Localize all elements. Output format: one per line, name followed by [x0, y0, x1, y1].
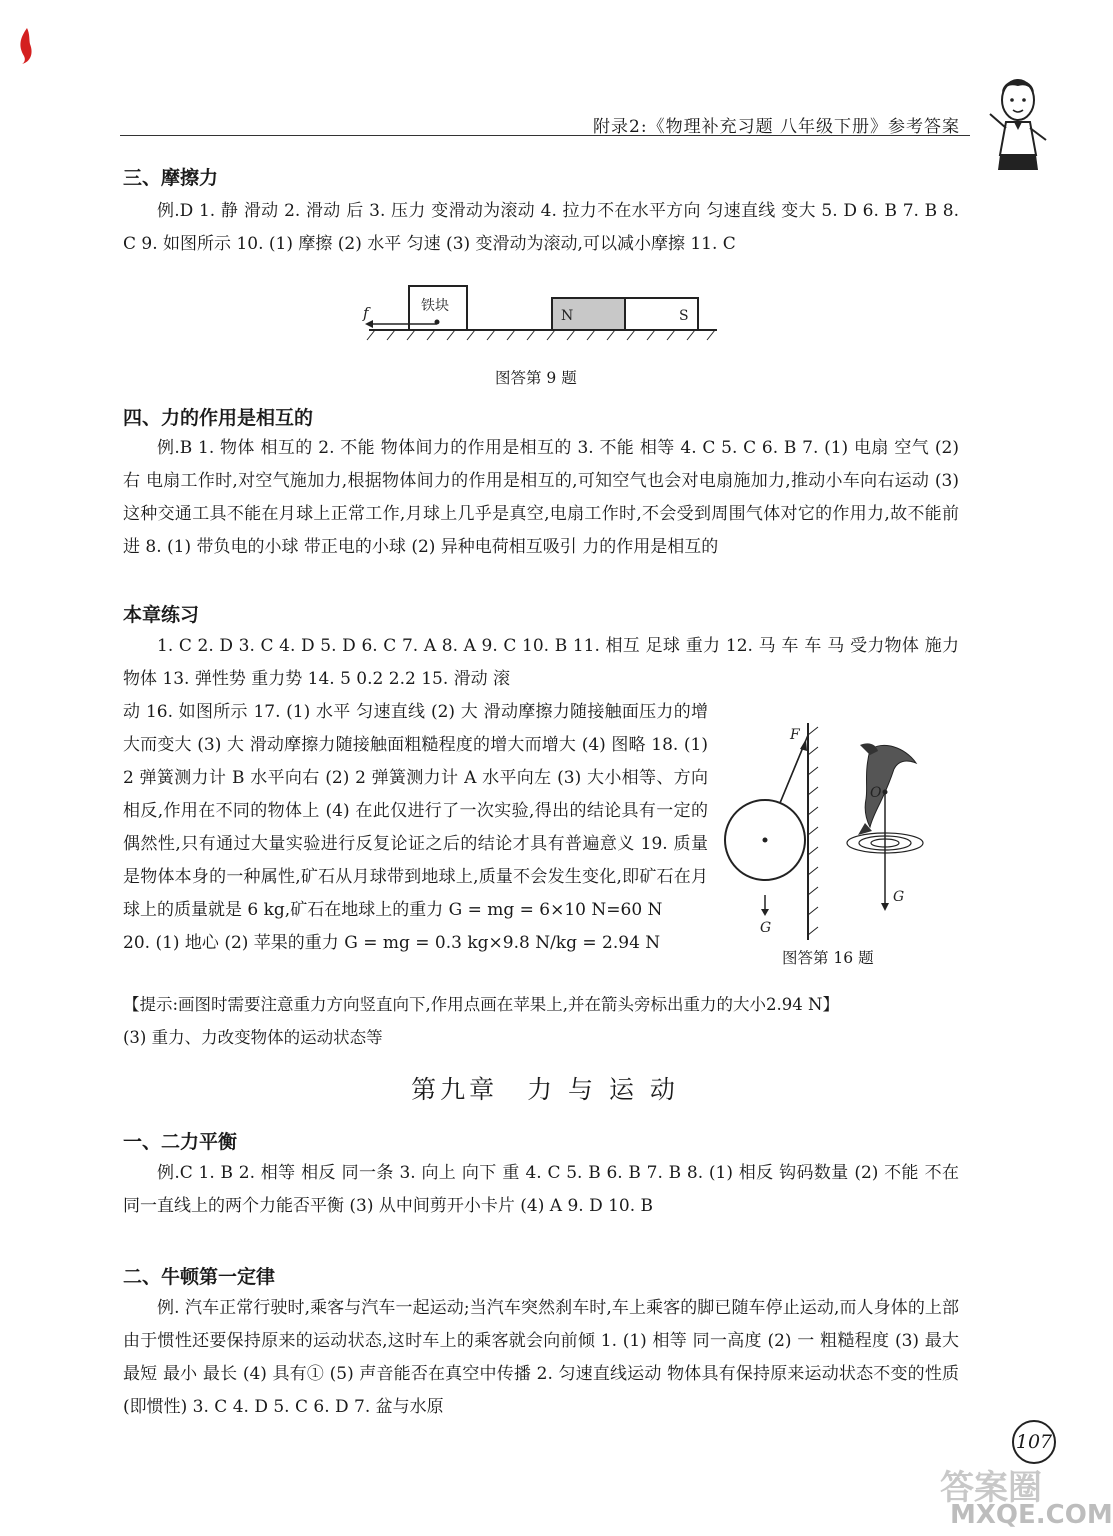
force-f-arrow [780, 745, 804, 803]
watermark-logo: 答案圈 [940, 1468, 1042, 1508]
section-friction-answers [123, 195, 959, 261]
practice-answers-full [123, 630, 959, 696]
section-interaction-answers [123, 432, 959, 564]
friction-text: 例.D 1. 静 滑动 2. 滑动 后 3. 压力 变滑动为滚动 4. 拉力不在水平方向 匀速直线 变大 5. D 6. B 7. B 8. C 9. 如图所示 10. (1) 摩擦 (2) 水平 匀速 (3) 变滑动为滚动,可以减小摩擦 11. C [123, 201, 959, 254]
running-header: 附录2:《物理补充习题 八年级下册》参考答案 [593, 117, 960, 137]
practice-answers-column [123, 696, 708, 960]
section-title-friction: 三、摩擦力 [123, 167, 219, 189]
balance-text: 例.C 1. B 2. 相等 相反 同一条 3. 向上 向下 重 4. C 5. B 6. B 7. B 8. (1) 相反 钩码数量 (2) 不能 不在同一直线上的两个力能否平衡 (3) 从中间剪开小卡片 (4) A 9. D 10. B [123, 1163, 959, 1216]
practice-hint-block [123, 988, 968, 1054]
newton-text: 例. 汽车正常行驶时,乘客与汽车一起运动;当汽车突然刹车时,车上乘客的脚已随车停止运动,而人身体的上部由于惯性还要保持原来的运动状态,这时车上的乘客就会向前倾 1. (1) 相等 同一高度 (2) 一 粗糙程度 (3) 最大 最短 最小 最长 (4) 具有① (5) 声音能否在真空中传播 2. 匀速直线运动 物体具有保持原来运动状态不变的性质(即惯性) 3. C 4. D 5. C 6. D 7. 盆与水原 [123, 1298, 959, 1417]
interaction-text: 例.B 1. 物体 相互的 2. 不能 物体间力的作用是相互的 3. 不能 相等 4. C 5. C 6. B 7. (1) 电扇 空气 (2) 右 电扇工作时,对空气施加力,根据物体间力的作用是相互的,可知空气也会对电扇施加力,推动小车向右运动 (3) 这种交通工具不能在月球上正常工作,月球上几乎是真空,电扇工作时,不会受到周围气体对它的作用力,故不能前进 8. (1) 带负电的小球 带正电的小球 (2) 异种电荷相互吸引 力的作用是相互的 [123, 438, 959, 557]
section-title-interaction: 四、力的作用是相互的 [123, 407, 314, 429]
practice-text-full: 1. C 2. D 3. C 4. D 5. D 6. C 7. A 8. A 9. C 10. B 11. 相互 足球 重力 12. 马 车 车 马 受力物体 施力物体 13. 弹性势 重力势 14. 5 0.2 2.2 15. 滑动 滚 [123, 636, 959, 689]
gravity-label-ball: G [760, 920, 772, 936]
watermark-url: MXQE.COM [950, 1500, 1113, 1530]
practice-text-20b: (3) 重力、力改变物体的运动状态等 [123, 1028, 383, 1047]
page-number: 107 [1012, 1420, 1056, 1464]
header-rule [120, 135, 970, 136]
section-title-balance: 一、二力平衡 [123, 1131, 238, 1153]
figure-9-caption: 图答第 9 题 [495, 369, 577, 387]
iron-block-label: 铁块 [421, 298, 449, 314]
section-title-practice: 本章练习 [123, 604, 200, 626]
section-balance-answers [123, 1157, 959, 1223]
figure-16 [720, 715, 960, 950]
brand-flame-icon [14, 26, 40, 66]
section-title-newton: 二、牛顿第一定律 [123, 1266, 276, 1288]
magnet-n-label: N [561, 308, 574, 324]
practice-text-column: 动 16. 如图所示 17. (1) 水平 匀速直线 (2) 大 滑动摩擦力随接触面压力的增大而变大 (3) 大 滑动摩擦力随接触面粗糙程度的增大而增大 (4) 图略 18. (1) 2 弹簧测力计 B 水平向右 (2) 2 弹簧测力计 A 水平向左 (3) 大小相等、方向相反,作用在不同的物体上 (4) 在此仅进行了一次实验,得出的结论具有一定的偶然性,只有通过大量实验进行反复论证之后的结论才具有普遍意义 19. 质量是物体本身的一种属性,矿石从月球带到地球上,质量不会发生变化,即矿石在月球上的质量就是 6 kg,矿石在地球上的重力 G = mg = 6×10 N=60 N [123, 702, 708, 920]
magnet-s-label: S [679, 308, 689, 324]
gravity-label-dolphin: G [893, 889, 905, 905]
force-f-label: F [790, 727, 800, 743]
practice-text-20: 20. (1) 地心 (2) 苹果的重力 G = mg = 0.3 kg×9.8 N/kg = 2.94 N [123, 933, 661, 953]
center-o-label: O [870, 785, 882, 801]
chapter-title: 第九章 力 与 运 动 [411, 1075, 679, 1104]
figure-9 [355, 280, 725, 344]
friction-label: f [363, 304, 369, 322]
figure-16-caption: 图答第 16 题 [782, 949, 874, 967]
practice-hint: 【提示:画图时需要注意重力方向竖直向下,作用点画在苹果上,并在箭头旁标出重力的大小2.94 N】 [123, 995, 839, 1014]
section-newton-answers [123, 1292, 959, 1424]
cartoon-student-icon [984, 70, 1054, 180]
